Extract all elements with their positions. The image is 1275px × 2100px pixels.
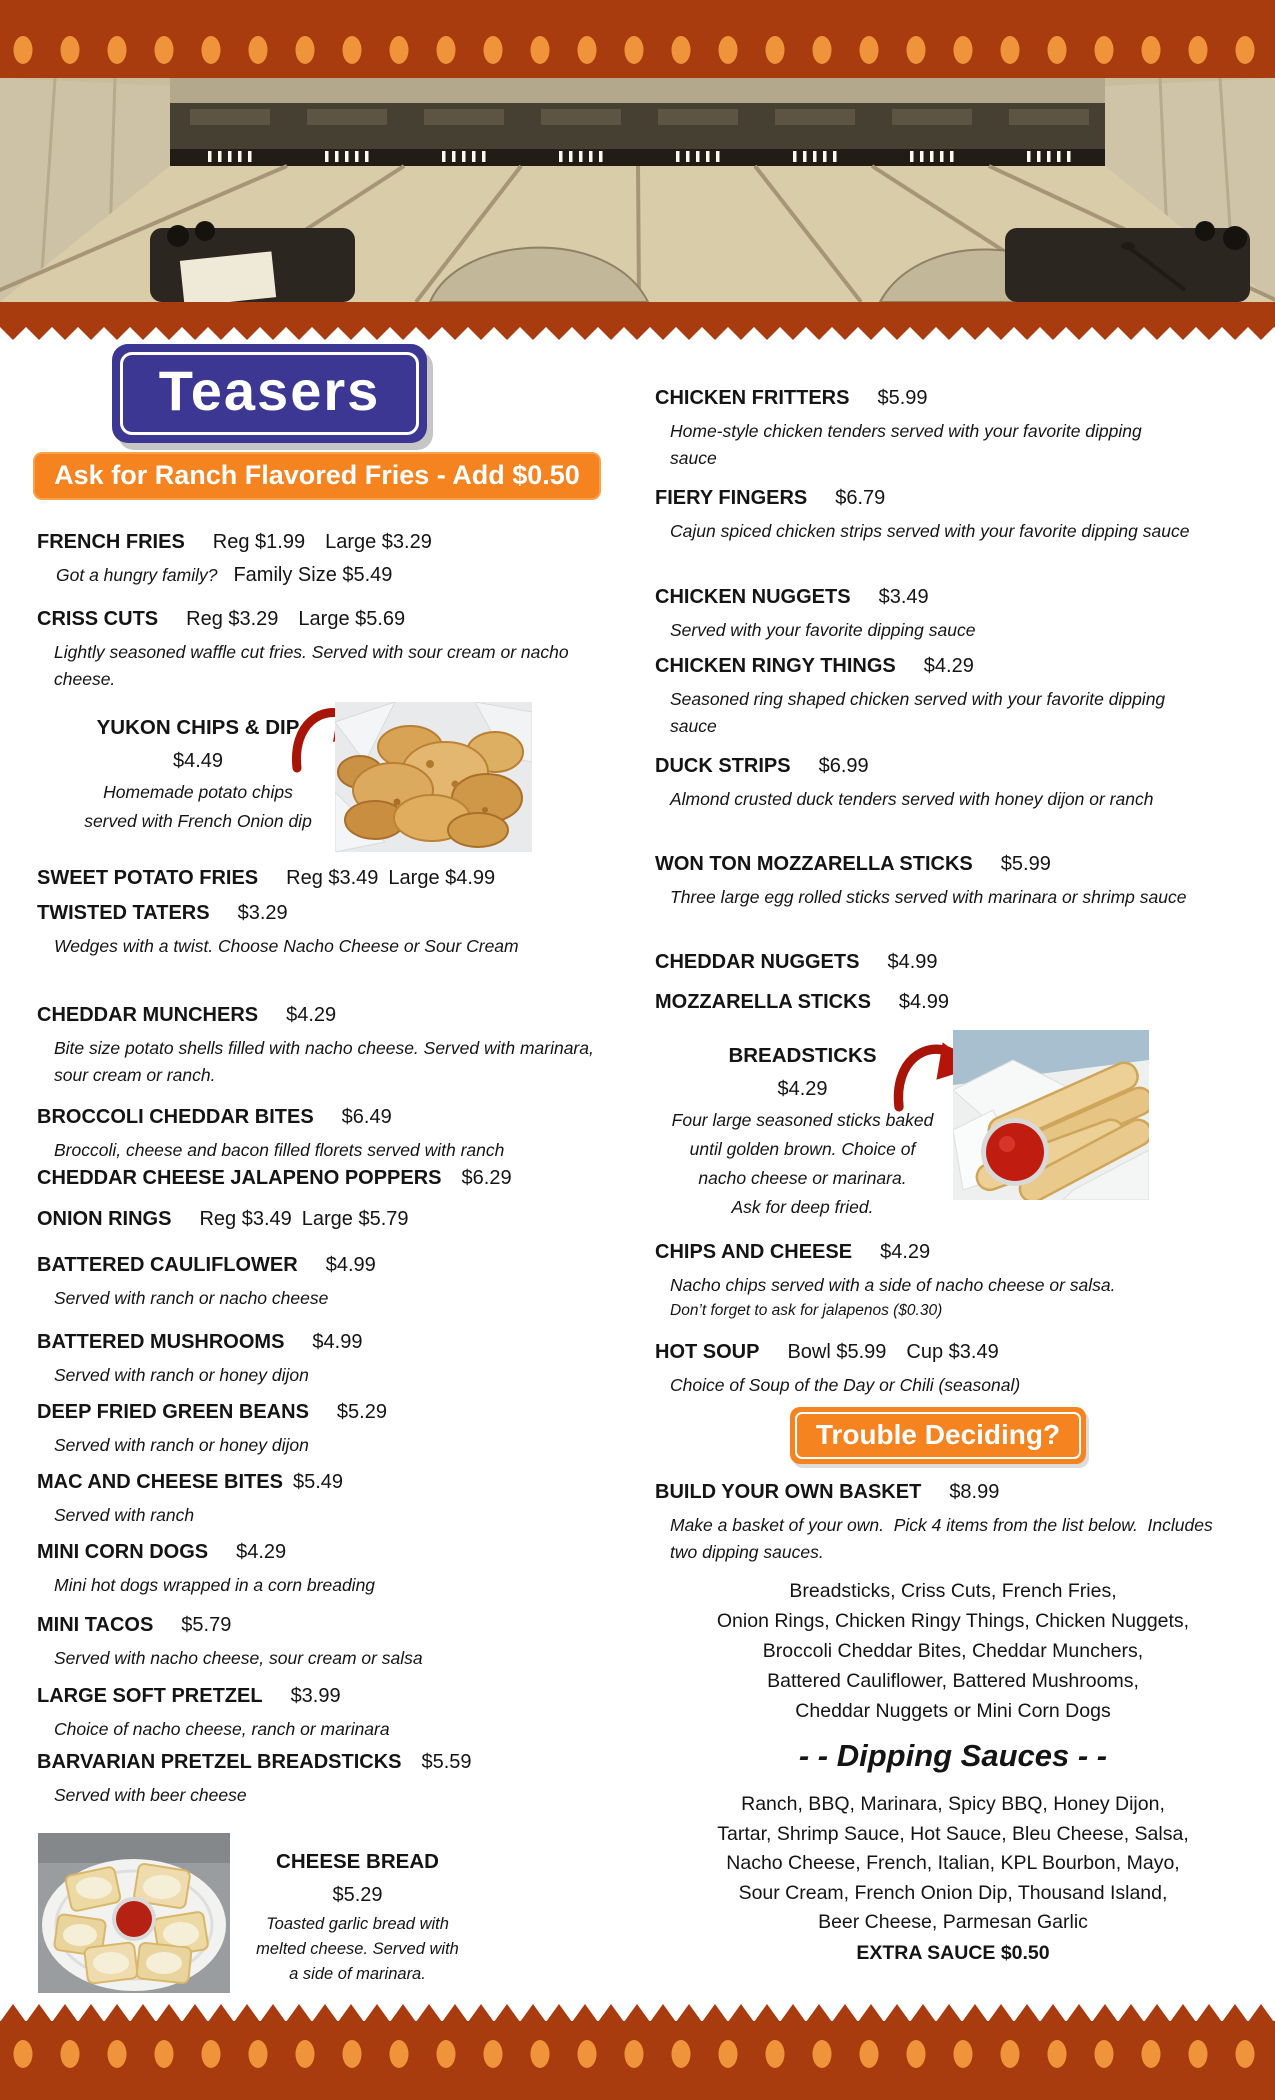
item-price: $5.49 bbox=[292, 1471, 344, 1493]
menu-item-deep-fried-green-beans bbox=[35, 1397, 635, 1459]
zigzag-border-bottom bbox=[0, 2004, 1275, 2022]
item-price: $5.99 bbox=[877, 387, 928, 409]
item-price: Reg $3.29 Large $5.69 bbox=[186, 608, 406, 630]
item-desc: Lightly seasoned waffle cut fries. Served with sour cream or nacho cheese. bbox=[54, 642, 569, 689]
item-price: $3.29 bbox=[237, 902, 288, 924]
item-price: $4.99 bbox=[312, 1331, 363, 1353]
item-desc: Wedges with a twist. Choose Nacho Cheese or Sour Cream bbox=[54, 936, 519, 956]
item-price: $8.99 bbox=[949, 1481, 1000, 1503]
item-desc: Served with beer cheese bbox=[54, 1785, 247, 1805]
item-desc: Served with ranch or honey dijon bbox=[54, 1435, 309, 1455]
item-price: $4.29 bbox=[777, 1078, 828, 1100]
item-price: $4.49 bbox=[172, 750, 224, 772]
item-name: BARVARIAN PRETZEL BREADSTICKS bbox=[37, 1751, 402, 1773]
item-desc: Homemade potato chips bbox=[103, 782, 293, 802]
menu-item-chicken-nuggets bbox=[653, 582, 1253, 644]
dot-border-bottom bbox=[0, 2040, 1275, 2068]
item-desc: Nacho chips served with a side of nacho cheese or salsa. bbox=[670, 1275, 1116, 1295]
menu-item-onion-rings bbox=[35, 1204, 635, 1236]
teasers-logo-text: Teasers bbox=[158, 359, 381, 422]
menu-item-fiery-fingers bbox=[653, 483, 1253, 545]
item-price: $4.29 bbox=[880, 1241, 931, 1263]
item-price: $4.99 bbox=[898, 991, 949, 1013]
item-price: $4.99 bbox=[887, 951, 938, 973]
item-name: CHIPS AND CHEESE bbox=[655, 1241, 853, 1263]
item-name: FRENCH FRIES bbox=[37, 531, 185, 553]
item-name: LARGE SOFT PRETZEL bbox=[37, 1685, 263, 1707]
item-price: $6.79 bbox=[835, 487, 886, 509]
trouble-deciding-badge: Trouble Deciding? bbox=[790, 1407, 1086, 1464]
breadsticks-photo bbox=[953, 1030, 1149, 1200]
item-price: $5.99 bbox=[1000, 853, 1051, 875]
item-desc: Bite size potato shells filled with nacho cheese. Served with marinara, sour cream or ranch. bbox=[54, 1038, 594, 1085]
menu-item-broccoli-cheddar-bites bbox=[35, 1102, 635, 1164]
item-desc: nacho cheese or marinara. bbox=[698, 1168, 907, 1188]
item-desc: Ask for deep fried. bbox=[731, 1197, 874, 1217]
menu-item-battered-mushrooms bbox=[35, 1327, 635, 1389]
item-price: $4.29 bbox=[236, 1541, 287, 1563]
item-price: Reg $3.49 Large $5.79 bbox=[199, 1208, 409, 1230]
menu-item-battered-cauliflower bbox=[35, 1250, 635, 1312]
menu-item-chicken-ringy-things bbox=[653, 651, 1253, 739]
extra-sauce-line: EXTRA SAUCE $0.50 bbox=[856, 1941, 1050, 1964]
sauce-line: Tartar, Shrimp Sauce, Hot Sauce, Bleu Cheese, Salsa, bbox=[717, 1822, 1189, 1845]
basket-list-line: Breadsticks, Criss Cuts, French Fries, bbox=[789, 1580, 1117, 1602]
menu-item-cheddar-munchers bbox=[35, 1000, 635, 1088]
item-name: SWEET POTATO FRIES bbox=[37, 867, 259, 889]
item-name: MOZZARELLA STICKS bbox=[655, 991, 871, 1013]
sauce-line: Nacho Cheese, French, Italian, KPL Bourbon, Mayo, bbox=[726, 1852, 1180, 1874]
feature-cheese-bread bbox=[250, 1846, 465, 1987]
menu-item-duck-strips bbox=[653, 751, 1253, 813]
item-name: TWISTED TATERS bbox=[37, 902, 210, 924]
menu-item-sweet-potato-fries bbox=[35, 863, 635, 895]
item-name: BUILD YOUR OWN BASKET bbox=[655, 1481, 922, 1503]
item-desc: Make a basket of your own. Pick 4 items from the list below. Includes two dipping sauces. bbox=[670, 1515, 1218, 1562]
item-price: $5.29 bbox=[332, 1884, 383, 1906]
item-name: CHEDDAR CHEESE JALAPENO POPPERS bbox=[37, 1167, 442, 1189]
item-desc: Choice of Soup of the Day or Chili (seasonal) bbox=[670, 1375, 1021, 1395]
item-tagline: Got a hungry family? bbox=[56, 565, 218, 585]
dipping-sauces-list bbox=[653, 1790, 1253, 1968]
item-desc: Broccoli, cheese and bacon filled florets served with ranch bbox=[54, 1140, 505, 1160]
item-name: ONION RINGS bbox=[37, 1208, 172, 1230]
menu-item-build-your-own-basket bbox=[653, 1477, 1253, 1565]
item-desc: Seasoned ring shaped chicken served with your favorite dipping sauce bbox=[670, 689, 1166, 736]
photo-bottom-border bbox=[0, 302, 1275, 327]
item-name: WON TON MOZZARELLA STICKS bbox=[655, 853, 973, 875]
sauce-line: Sour Cream, French Onion Dip, Thousand Island, bbox=[738, 1881, 1168, 1904]
item-desc: Toasted garlic bread with melted cheese. Served with a side of marinara. bbox=[256, 1915, 459, 1983]
item-desc: Choice of nacho cheese, ranch or marinara bbox=[54, 1719, 390, 1739]
item-price: $5.29 bbox=[336, 1401, 387, 1423]
dipping-sauces-title: - - Dipping Sauces - - bbox=[798, 1738, 1108, 1773]
item-desc: Served with ranch or nacho cheese bbox=[54, 1288, 329, 1308]
menu-item-jalapeno-poppers bbox=[35, 1163, 635, 1195]
item-desc: Almond crusted duck tenders served with honey dijon or ranch bbox=[670, 789, 1154, 809]
item-desc: Served with nacho cheese, sour cream or salsa bbox=[54, 1648, 423, 1668]
item-price: $6.99 bbox=[818, 755, 869, 777]
menu-item-twisted-taters bbox=[35, 898, 635, 960]
item-price: Reg $3.49 Large $4.99 bbox=[286, 867, 496, 889]
menu-item-mini-corn-dogs bbox=[35, 1537, 635, 1599]
item-name: BROCCOLI CHEDDAR BITES bbox=[37, 1106, 314, 1128]
item-name: BREADSTICKS bbox=[728, 1044, 877, 1067]
item-desc: until golden brown. Choice of bbox=[689, 1139, 916, 1159]
item-desc: Four large seasoned sticks baked bbox=[671, 1110, 934, 1130]
item-name: CHEDDAR MUNCHERS bbox=[37, 1004, 259, 1026]
basket-list-line: Onion Rings, Chicken Ringy Things, Chicken Nuggets, bbox=[716, 1610, 1190, 1632]
menu-item-won-ton-mozzarella-sticks bbox=[653, 849, 1253, 911]
basket-item-list bbox=[653, 1576, 1253, 1726]
item-desc: Cajun spiced chicken strips served with your favorite dipping sauce bbox=[670, 521, 1190, 541]
item-price: $3.49 bbox=[878, 586, 929, 608]
item-desc: Served with ranch bbox=[54, 1505, 195, 1525]
menu-item-french-fries bbox=[35, 527, 635, 593]
menu-item-mini-tacos bbox=[35, 1610, 635, 1672]
item-name: CHICKEN NUGGETS bbox=[655, 586, 851, 608]
item-price: $3.99 bbox=[290, 1685, 341, 1707]
item-desc: Served with your favorite dipping sauce bbox=[670, 620, 976, 640]
item-name: CHICKEN FRITTERS bbox=[655, 387, 850, 409]
ranch-banner: Ask for Ranch Flavored Fries - Add $0.50 bbox=[33, 452, 601, 500]
item-price: $6.29 bbox=[461, 1167, 512, 1189]
cheese-bread-photo bbox=[38, 1833, 230, 1993]
item-name: CRISS CUTS bbox=[37, 608, 159, 630]
item-price: $4.99 bbox=[325, 1254, 376, 1276]
menu-item-bavarian-pretzel-breadsticks bbox=[35, 1747, 635, 1809]
menu-item-mac-and-cheese-bites bbox=[35, 1467, 635, 1529]
item-desc: Three large egg rolled sticks served with marinara or shrimp sauce bbox=[670, 887, 1187, 907]
bowling-alley-photo bbox=[0, 78, 1275, 302]
menu-item-cheddar-nuggets bbox=[653, 947, 1253, 979]
item-name: YUKON CHIPS & DIP bbox=[96, 716, 300, 739]
dot-border-top bbox=[0, 36, 1275, 64]
item-name: HOT SOUP bbox=[655, 1341, 760, 1363]
menu-item-criss-cuts bbox=[35, 604, 635, 692]
menu-item-hot-soup bbox=[653, 1337, 1253, 1399]
item-note: Don’t forget to ask for jalapenos ($0.30) bbox=[670, 1301, 943, 1319]
chips-photo bbox=[335, 702, 532, 852]
menu-item-chips-and-cheese bbox=[653, 1237, 1253, 1323]
item-price: $4.29 bbox=[286, 1004, 337, 1026]
sauce-line: Ranch, BBQ, Marinara, Spicy BBQ, Honey Dijon, bbox=[741, 1793, 1165, 1815]
zigzag-border-top bbox=[0, 327, 1275, 340]
item-price: $4.29 bbox=[923, 655, 974, 677]
menu-item-mozzarella-sticks bbox=[653, 987, 1253, 1019]
item-desc: Home-style chicken tenders served with your favorite dipping sauce bbox=[670, 421, 1142, 468]
item-name: BATTERED CAULIFLOWER bbox=[37, 1254, 298, 1276]
item-price: Reg $1.99 Large $3.29 bbox=[212, 531, 432, 553]
item-name: BATTERED MUSHROOMS bbox=[37, 1331, 285, 1353]
item-desc: served with French Onion dip bbox=[84, 811, 312, 831]
basket-list-line: Battered Cauliflower, Battered Mushrooms, bbox=[767, 1670, 1139, 1692]
item-price: $5.59 bbox=[421, 1751, 472, 1773]
item-name: DUCK STRIPS bbox=[655, 755, 791, 777]
item-price: Bowl $5.99 Cup $3.49 bbox=[787, 1341, 999, 1363]
basket-list-line: Broccoli Cheddar Bites, Cheddar Munchers, bbox=[762, 1640, 1144, 1662]
item-name: CHEDDAR NUGGETS bbox=[655, 951, 860, 973]
item-price: $6.49 bbox=[341, 1106, 392, 1128]
basket-list-line: Cheddar Nuggets or Mini Corn Dogs bbox=[795, 1700, 1111, 1722]
item-name: CHEESE BREAD bbox=[276, 1850, 439, 1873]
item-name: MAC AND CHEESE BITES bbox=[37, 1471, 283, 1493]
teasers-logo-badge bbox=[112, 344, 427, 443]
item-desc: Mini hot dogs wrapped in a corn breading bbox=[54, 1575, 376, 1595]
item-name: DEEP FRIED GREEN BEANS bbox=[37, 1401, 309, 1423]
sauce-line: Beer Cheese, Parmesan Garlic bbox=[818, 1911, 1088, 1933]
item-family-price: Family Size $5.49 bbox=[233, 564, 393, 586]
item-desc: Served with ranch or honey dijon bbox=[54, 1365, 309, 1385]
item-name: FIERY FINGERS bbox=[655, 487, 808, 509]
item-name: MINI TACOS bbox=[37, 1614, 154, 1636]
item-name: CHICKEN RINGY THINGS bbox=[655, 655, 896, 677]
menu-item-large-soft-pretzel bbox=[35, 1681, 635, 1743]
menu-item-chicken-fritters bbox=[653, 383, 1253, 471]
item-name: MINI CORN DOGS bbox=[37, 1541, 209, 1563]
item-price: $5.79 bbox=[181, 1614, 232, 1636]
